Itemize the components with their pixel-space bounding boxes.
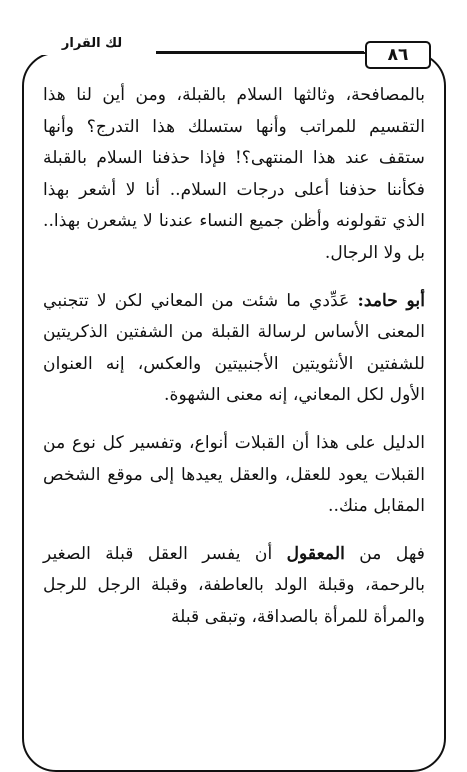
paragraph-gap	[43, 412, 425, 428]
paragraph-2-text: عَدِّدي ما شئت من المعاني لكن لا تتجنبي المعنى الأساس لرسالة القبلة من الشفتين الذكريتين للشفتين الأنثويتين الأجنبيتين والعكس، إنه العنوان الأول لكل المعاني، إنه معنى الشهوة.	[43, 290, 425, 406]
body-text	[43, 80, 425, 634]
paragraph-1: بالمصافحة، وثالثها السلام بالقبلة، ومن أين لنا هذا التقسيم للمراتب وأنها ستسلك هذا التدرج؟ وأنها ستقف عند هذا المنتهى؟! فإذا حذفنا السلام بالقبلة فكأننا حذفنا أعلى درجات السلام.. أنا لا أشعر بهذا الذي تقولونه وأظن جميع النساء عندنا لا يشعرن بهذا.. بل ولا الرجال.	[43, 85, 425, 263]
paragraph-4-lead: فهل من	[344, 543, 425, 564]
page-number: ٨٦	[365, 41, 431, 69]
paragraph-gap	[43, 270, 425, 286]
paragraph-4-text: أن يفسر العقل قبلة الصغير بالرحمة، وقبلة الولد بالعاطفة، وقبلة الرجل للرجل والمرأة للمرأة بالصداقة، وتبقى قبلة	[43, 543, 425, 627]
paragraph-3: الدليل على هذا أن القبلات أنواع، وتفسير كل نوع من القبلات يعود للعقل، والعقل يعيدها إلى موقع الشخص المقابل منك..	[43, 432, 425, 517]
emphasized-word: المعقول	[286, 543, 345, 564]
paragraph-2	[43, 286, 425, 412]
speaker-name: أبو حامد:	[357, 290, 425, 311]
paragraph-4	[43, 539, 425, 634]
running-title: لك القرار	[28, 33, 156, 55]
paragraph-gap	[43, 523, 425, 539]
